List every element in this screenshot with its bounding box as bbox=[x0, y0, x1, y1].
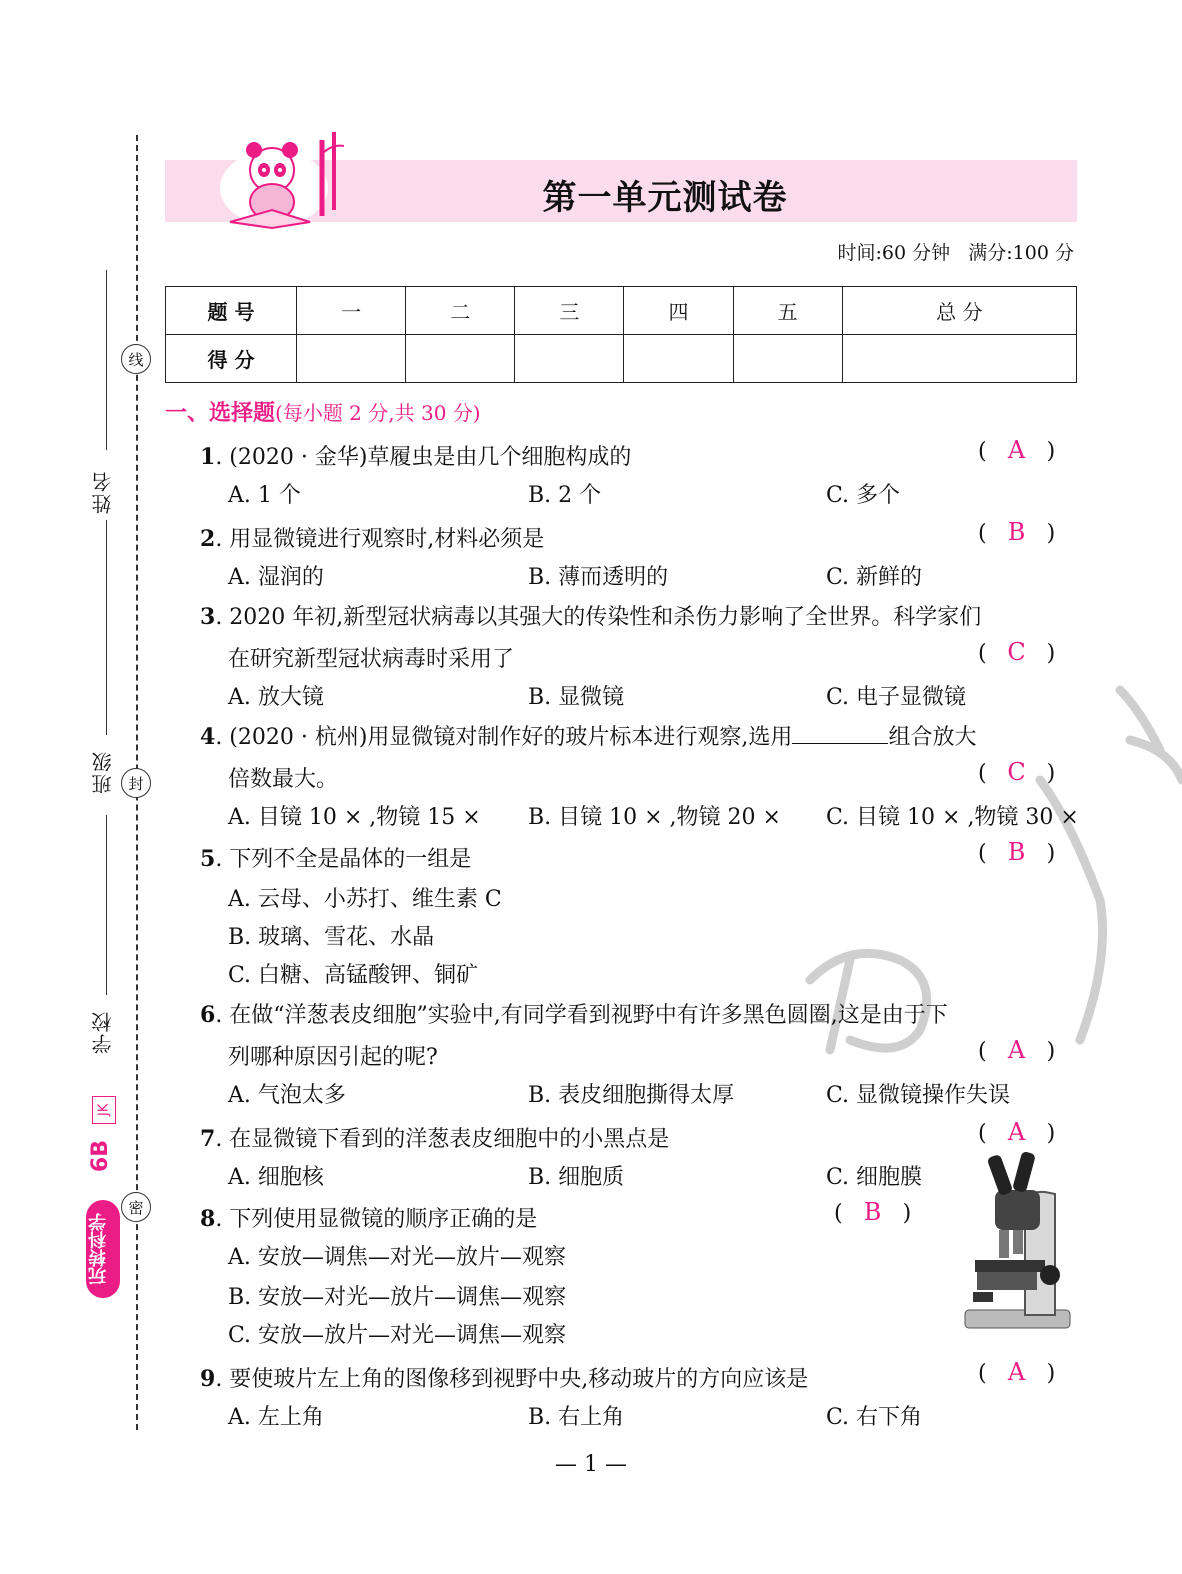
option: B. 显微镜 bbox=[528, 685, 625, 710]
section-heading bbox=[165, 396, 481, 427]
table-header: 五 bbox=[733, 287, 842, 335]
option: B. 表皮细胞撕得太厚 bbox=[528, 1083, 735, 1108]
option: B. 玻璃、雪花、水晶 bbox=[228, 925, 435, 950]
question-2 bbox=[200, 522, 544, 553]
answer-3: ( C ) bbox=[978, 638, 1056, 666]
option: A. 安放—调焦—对光—放片—观察 bbox=[228, 1245, 566, 1270]
class-line-bottom bbox=[106, 815, 107, 995]
answer-letter: B bbox=[1007, 518, 1026, 546]
question-text: . 2020 年初,新型冠状病毒以其强大的传染性和杀伤力影响了全世界。科学家们 bbox=[215, 605, 982, 630]
score-table-header-row bbox=[166, 287, 1077, 335]
option: A. 气泡太多 bbox=[228, 1083, 346, 1108]
answer-letter: A bbox=[1007, 1036, 1026, 1064]
question-text: . 下列不全是晶体的一组是 bbox=[215, 847, 472, 872]
question-text: . (2020 · 杭州)用显微镜对制作好的玻片标本进行观察,选用 bbox=[215, 725, 793, 750]
seal-line: 线 bbox=[121, 344, 151, 374]
name-label: 姓名 bbox=[91, 470, 115, 514]
question-3 bbox=[200, 600, 981, 631]
question-6-continued: 列哪种原因引起的呢? bbox=[228, 1045, 438, 1070]
edition-badge: JK bbox=[92, 1096, 116, 1124]
score-cell[interactable] bbox=[733, 335, 842, 383]
question-9 bbox=[200, 1362, 808, 1393]
option: B. 细胞质 bbox=[528, 1165, 625, 1190]
question-text: . 在做“洋葱表皮细胞”实验中,有同学看到视野中有许多黑色圆圈,这是由于下 bbox=[215, 1003, 948, 1028]
panda-illustration bbox=[212, 130, 352, 230]
option: A. 湿润的 bbox=[228, 565, 324, 590]
answer-7: ( A ) bbox=[978, 1118, 1056, 1146]
answer-letter: C bbox=[1007, 758, 1026, 786]
question-text-after: 组合放大 bbox=[888, 725, 977, 750]
page-number: — 1 — bbox=[555, 1452, 627, 1477]
question-text: . 下列使用显微镜的顺序正确的是 bbox=[215, 1207, 538, 1232]
answer-letter: A bbox=[1007, 1118, 1026, 1146]
option: B. 安放—对光—放片—调焦—观察 bbox=[228, 1285, 567, 1310]
brand-label: 玩转科学 bbox=[86, 1200, 120, 1298]
table-header: 题 号 bbox=[166, 287, 297, 335]
score-cell[interactable] bbox=[842, 335, 1076, 383]
question-3-continued: 在研究新型冠状病毒时采用了 bbox=[228, 647, 515, 672]
option: C. 右下角 bbox=[826, 1405, 923, 1430]
answer-4: ( C ) bbox=[978, 758, 1056, 786]
question-text: . 在显微镜下看到的洋葱表皮细胞中的小黑点是 bbox=[215, 1127, 670, 1152]
binding-sidebar bbox=[0, 0, 160, 1574]
score-table-row bbox=[166, 335, 1077, 383]
fill-blank[interactable] bbox=[792, 723, 888, 744]
score-cell[interactable] bbox=[624, 335, 733, 383]
question-text: . (2020 · 金华)草履虫是由几个细胞构成的 bbox=[215, 445, 632, 470]
question-number: 8 bbox=[200, 1206, 216, 1232]
question-number: 3 bbox=[200, 604, 216, 630]
row-label: 得 分 bbox=[166, 335, 297, 383]
question-4 bbox=[200, 720, 976, 751]
question-4-continued: 倍数最大。 bbox=[228, 767, 339, 792]
question-number: 5 bbox=[200, 846, 216, 872]
microscope-illustration bbox=[955, 1150, 1075, 1335]
option: A. 细胞核 bbox=[228, 1165, 324, 1190]
answer-2: ( B ) bbox=[978, 518, 1056, 546]
option: B. 目镜 10 × ,物镜 20 × bbox=[528, 805, 781, 830]
option: C. 显微镜操作失误 bbox=[826, 1083, 1011, 1108]
section-note: (每小题 2 分,共 30 分) bbox=[275, 401, 481, 425]
answer-letter: B bbox=[1007, 838, 1026, 866]
table-header: 一 bbox=[297, 287, 406, 335]
score-cell[interactable] bbox=[515, 335, 624, 383]
option: A. 放大镜 bbox=[228, 685, 324, 710]
question-text: . 用显微镜进行观察时,材料必须是 bbox=[215, 527, 545, 552]
question-number: 9 bbox=[200, 1366, 216, 1392]
option: B. 2 个 bbox=[528, 483, 602, 508]
seal-feng: 封 bbox=[121, 768, 151, 798]
option: C. 白糖、高锰酸钾、铜矿 bbox=[228, 963, 479, 988]
option: C. 安放—放片—对光—调焦—观察 bbox=[228, 1323, 567, 1348]
option: A. 目镜 10 × ,物镜 15 × bbox=[228, 805, 481, 830]
option: C. 多个 bbox=[826, 483, 901, 508]
option: A. 左上角 bbox=[228, 1405, 324, 1430]
question-number: 6 bbox=[200, 1002, 216, 1028]
table-header: 三 bbox=[515, 287, 624, 335]
score-label: 满分:100 分 bbox=[968, 242, 1074, 264]
answer-5: ( B ) bbox=[978, 838, 1056, 866]
option: C. 电子显微镜 bbox=[826, 685, 967, 710]
option: C. 新鲜的 bbox=[826, 565, 923, 590]
score-cell[interactable] bbox=[297, 335, 406, 383]
question-8 bbox=[200, 1202, 537, 1233]
answer-letter: A bbox=[1007, 1358, 1026, 1386]
answer-letter: A bbox=[1007, 436, 1026, 464]
class-label: 班级 bbox=[91, 750, 115, 794]
answer-letter: B bbox=[863, 1198, 882, 1226]
grade-label: 6B bbox=[88, 1140, 113, 1173]
answer-9: ( A ) bbox=[978, 1358, 1056, 1386]
option: C. 目镜 10 × ,物镜 30 × bbox=[826, 805, 1079, 830]
score-table bbox=[165, 286, 1077, 383]
question-number: 1 bbox=[200, 444, 216, 470]
page-title: 第一单元测试卷 bbox=[542, 178, 788, 218]
question-number: 2 bbox=[200, 526, 216, 552]
score-cell[interactable] bbox=[406, 335, 515, 383]
option: A. 1 个 bbox=[228, 483, 301, 508]
option: B. 右上角 bbox=[528, 1405, 625, 1430]
school-label: 学校 bbox=[91, 1010, 115, 1054]
table-header: 四 bbox=[624, 287, 733, 335]
answer-1: ( A ) bbox=[978, 436, 1056, 464]
question-7 bbox=[200, 1122, 669, 1153]
exam-meta bbox=[838, 238, 1074, 265]
table-header: 总 分 bbox=[842, 287, 1076, 335]
answer-8: ( B ) bbox=[834, 1198, 912, 1226]
question-text: . 要使玻片左上角的图像移到视野中央,移动玻片的方向应该是 bbox=[215, 1367, 809, 1392]
option: B. 薄而透明的 bbox=[528, 565, 669, 590]
question-6 bbox=[200, 998, 948, 1029]
seal-mi: 密 bbox=[121, 1192, 151, 1222]
time-label: 时间:60 分钟 bbox=[837, 242, 951, 264]
answer-6: ( A ) bbox=[978, 1036, 1056, 1064]
table-header: 二 bbox=[406, 287, 515, 335]
question-number: 4 bbox=[200, 724, 216, 750]
name-line bbox=[106, 270, 107, 450]
class-line-top bbox=[106, 520, 107, 735]
question-5 bbox=[200, 842, 471, 873]
option: A. 云母、小苏打、维生素 C bbox=[228, 887, 502, 912]
section-title: 一、选择题 bbox=[165, 401, 276, 426]
question-1 bbox=[200, 440, 631, 471]
answer-letter: C bbox=[1007, 638, 1026, 666]
option: C. 细胞膜 bbox=[826, 1165, 923, 1190]
question-number: 7 bbox=[200, 1126, 216, 1152]
